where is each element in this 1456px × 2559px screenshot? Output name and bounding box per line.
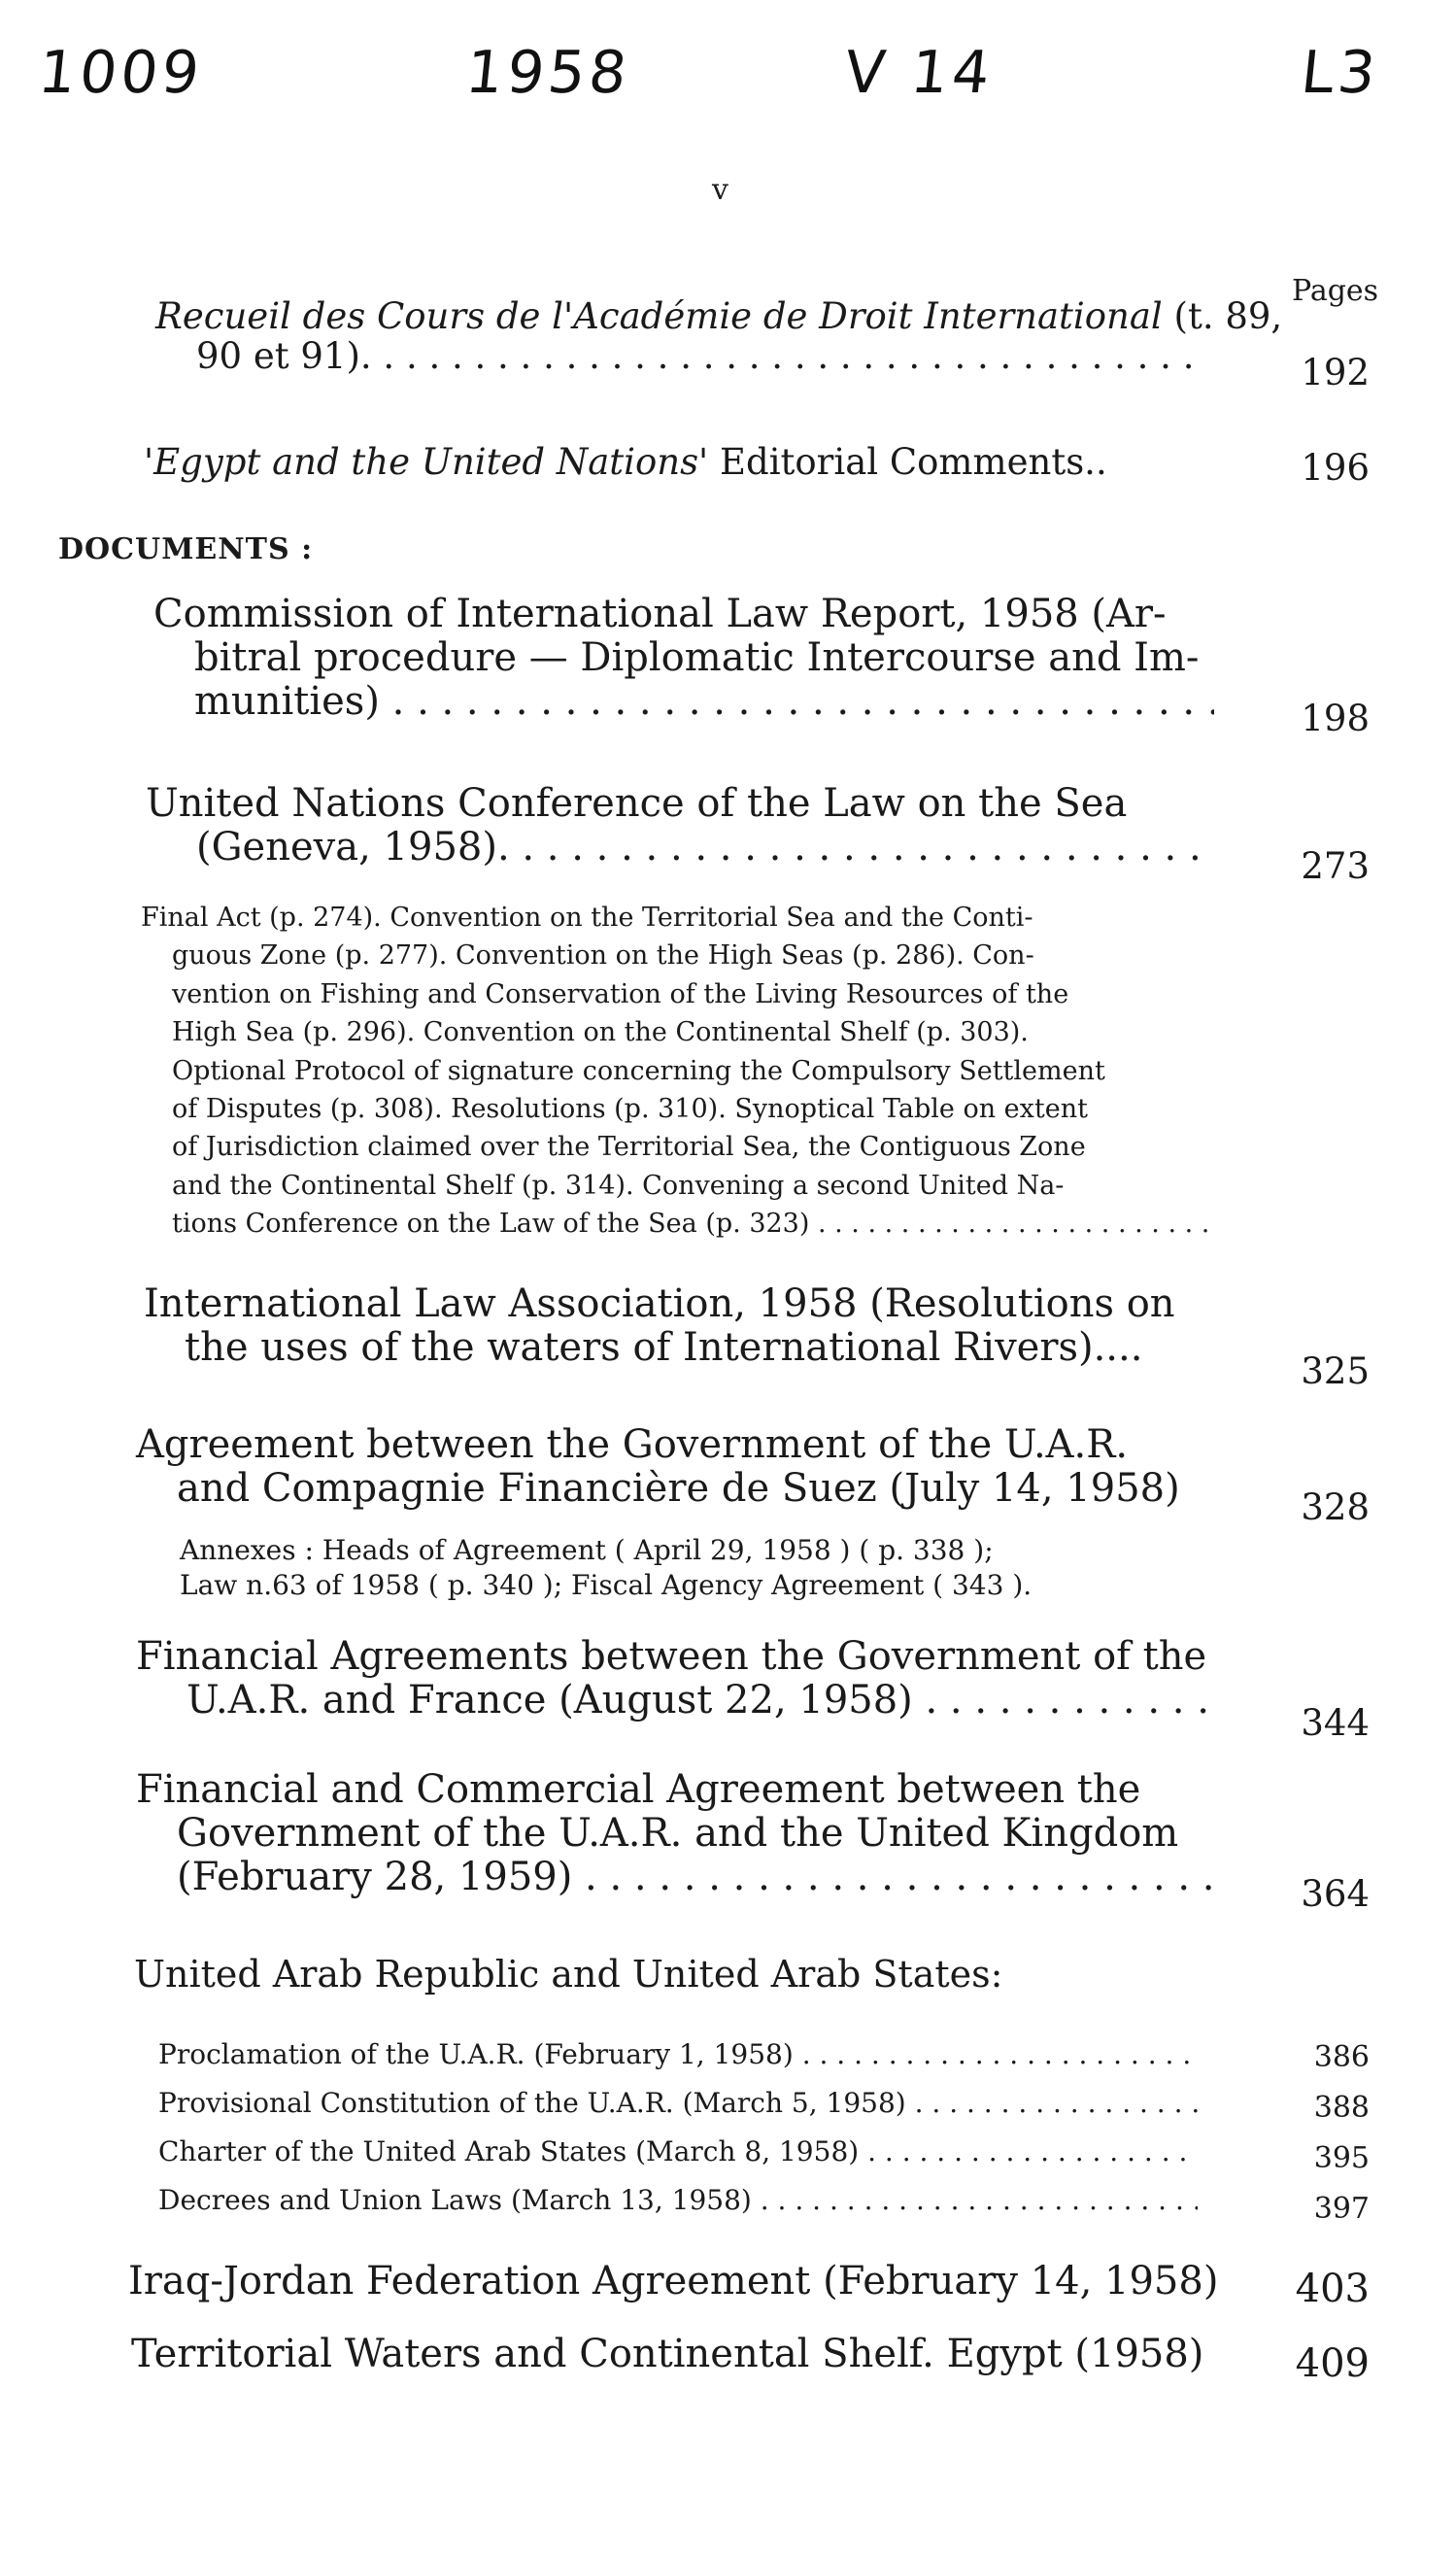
entry-line2: and Compagnie Financière de Suez (July 14, 1958)	[177, 1465, 1180, 1511]
page-ref-suez: 328	[1301, 1486, 1370, 1528]
suez-annexes	[180, 1533, 1229, 1604]
toc-entry-egypt-un	[144, 442, 1212, 482]
toc-entry-suez	[136, 1423, 1214, 1511]
entry-title: Recueil des Cours de l'Académie de Droit International	[155, 295, 1163, 337]
entry-line1: Agreement between the Government of the U.A.R.	[136, 1422, 1129, 1467]
list-item: Decrees and Union Laws (March 13, 1958) . . .	[158, 2176, 1198, 2225]
annex-line: Annexes : Heads of Agreement ( April 29, 1958 ) ( p. 338 );	[180, 1534, 994, 1566]
detail-line: tions Conference on the Law of the Sea (p. 323) . . .	[172, 1209, 1209, 1239]
detail-line: of Jurisdiction claimed over the Territorial Sea, the Contiguous Zone	[172, 1132, 1086, 1163]
page-number-roman: v	[712, 173, 728, 207]
entry-line2: (Geneva, 1958). . . .	[196, 826, 1214, 870]
page-ref-egypt-un: 196	[1301, 447, 1370, 489]
unclos-details	[141, 899, 1209, 1244]
toc-entry-iraq-jordan: Iraq-Jordan Federation Agreement (February 14, 1958)	[128, 2259, 1219, 2303]
detail-line: guous Zone (p. 277). Convention on the High Seas (p. 286). Con-	[172, 940, 1034, 972]
detail-line: Optional Protocol of signature concerning the Compulsory Settlement	[172, 1055, 1105, 1086]
entry-line2: 90 et 91). . . .	[196, 336, 1204, 376]
page-ref-france: 344	[1301, 1702, 1370, 1744]
toc-entry-unclos	[146, 782, 1214, 870]
entry-line3: munities) . . .	[194, 680, 1214, 724]
entry-line1: Financial and Commercial Agreement between the	[136, 1767, 1141, 1812]
entry-line2: U.A.R. and France (August 22, 1958) . . .	[186, 1679, 1214, 1723]
page-ref-ilc: 198	[1301, 698, 1370, 739]
page-ref: 397	[1313, 2192, 1370, 2226]
detail-line: and the Continental Shelf (p. 314). Convening a second United Na-	[172, 1170, 1065, 1201]
detail-line: High Sea (p. 296). Convention on the Continental Shelf (p. 303).	[172, 1017, 1029, 1048]
detail-line: Final Act (p. 274). Convention on the Territorial Sea and the Conti-	[141, 903, 1033, 933]
annex-line: Law n.63 of 1958 ( p. 340 ); Fiscal Agency Agreement ( 343 ).	[180, 1569, 1033, 1602]
page-ref-ila: 325	[1301, 1350, 1370, 1392]
entry-line1: United Nations Conference of the Law on the Sea	[146, 781, 1128, 826]
toc-entry-ilc-report	[153, 593, 1212, 723]
uar-page-refs	[1292, 2032, 1370, 2235]
toc-entry-recueil	[155, 295, 1283, 377]
toc-entry-territorial-waters: Territorial Waters and Continental Shelf. Egypt (1958)	[131, 2332, 1204, 2376]
toc-entry-uk	[136, 1768, 1214, 1898]
page-ref-unclos: 273	[1301, 845, 1370, 887]
page-ref: 388	[1313, 2091, 1370, 2125]
handwritten-year: 1958	[462, 39, 634, 107]
entry-line2: Government of the U.A.R. and the United Kingdom	[177, 1810, 1179, 1856]
toc-entry-france	[136, 1635, 1214, 1723]
pages-column-header: Pages	[1292, 274, 1379, 308]
entry-line3: (February 28, 1959) . . .	[177, 1856, 1214, 1899]
entry-line1: International Law Association, 1958 (Resolutions on	[144, 1281, 1175, 1326]
page-ref-iraq-jordan: 403	[1295, 2267, 1370, 2311]
entry-line1: Financial Agreements between the Government of the	[136, 1634, 1207, 1679]
entry-line2: bitral procedure — Diplomatic Intercourse and Im-	[194, 634, 1200, 680]
documents-heading: DOCUMENTS :	[58, 532, 314, 566]
toc-entry-ila	[144, 1282, 1212, 1370]
entry-line1: Commission of International Law Report, 1958 (Ar-	[153, 592, 1167, 636]
uar-items-list	[158, 2030, 1198, 2225]
uar-section-heading: United Arab Republic and United Arab States:	[134, 1953, 1003, 1996]
entry-title-rest: (t. 89,	[1162, 295, 1283, 337]
entry-title-rest: Editorial Comments..	[708, 441, 1107, 483]
page-ref-territorial-waters: 409	[1295, 2341, 1370, 2386]
handwritten-number-1009: 1009	[35, 39, 207, 107]
handwritten-code: L3	[1298, 39, 1383, 107]
list-item: Charter of the United Arab States (March 8, 1958) . . .	[158, 2128, 1198, 2176]
page-ref-uk: 364	[1301, 1873, 1370, 1915]
detail-line: of Disputes (p. 308). Resolutions (p. 310). Synoptical Table on extent	[172, 1094, 1088, 1125]
list-item: Provisional Constitution of the U.A.R. (March 5, 1958) . . .	[158, 2079, 1198, 2128]
page-ref: 395	[1313, 2141, 1370, 2175]
list-item: Proclamation of the U.A.R. (February 1, 1958) . . .	[158, 2030, 1198, 2079]
entry-line2: the uses of the waters of International Rivers)....	[185, 1324, 1143, 1370]
detail-line: vention on Fishing and Conservation of the Living Resources of the	[172, 978, 1069, 1009]
entry-title: 'Egypt and the United Nations'	[144, 441, 709, 483]
page-ref-recueil: 192	[1301, 352, 1370, 393]
handwritten-volume: V 14	[841, 39, 998, 107]
page-ref: 386	[1313, 2040, 1370, 2074]
